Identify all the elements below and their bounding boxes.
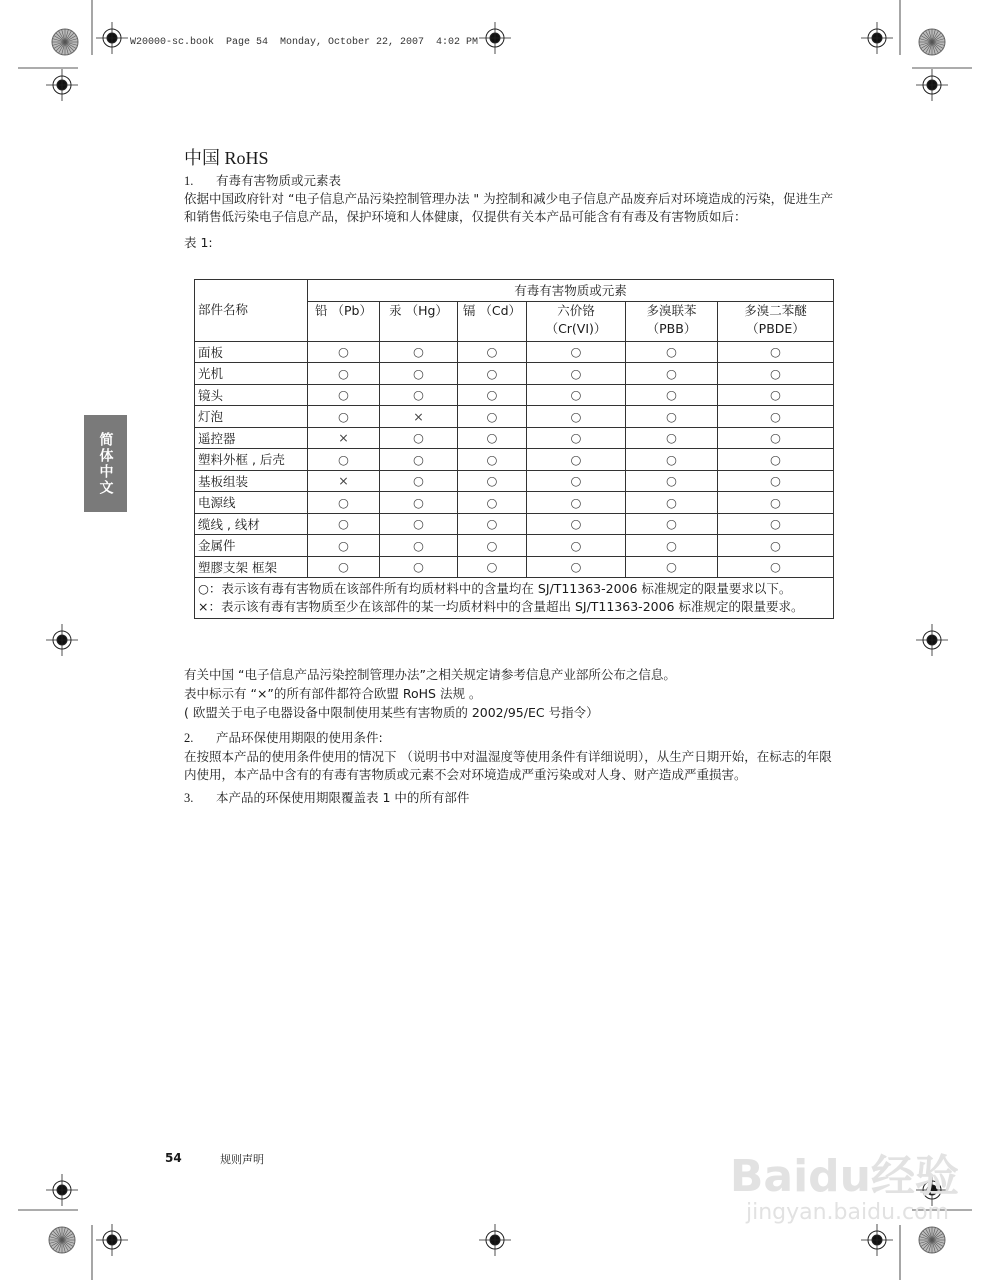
substance-mark: ○ [458, 513, 527, 535]
note-line: ( 欧盟关于电子电器设备中限制使用某些有害物质的 2002/95/EC 号指令） [184, 705, 599, 720]
substance-mark: ○ [527, 449, 626, 471]
column-name: 镉 （Cd） [462, 302, 522, 318]
substance-mark: ○ [626, 556, 718, 578]
substance-mark: ○ [458, 535, 527, 557]
footer-section: 规则声明 [220, 1153, 264, 1166]
substance-mark: ○ [626, 384, 718, 406]
substance-mark: × [380, 406, 458, 428]
baidu-watermark-url: jingyan.baidu.com [745, 1200, 949, 1225]
after-table-notes [184, 665, 834, 808]
substance-mark: ○ [308, 341, 380, 363]
note-cross: ×：表示该有毒有害物质至少在该部件的某一均质材料中的含量超出 SJ/T11363-2006 标准规定的限量要求。 [198, 599, 804, 614]
substance-mark: ○ [458, 449, 527, 471]
substance-mark: ○ [527, 470, 626, 492]
section-2-heading: 产品环保使用期限的使用条件: [216, 730, 383, 745]
hazardous-substances-table [194, 279, 834, 619]
substance-mark: ○ [626, 535, 718, 557]
part-name: 电源线 [195, 492, 308, 514]
substance-mark: ○ [458, 427, 527, 449]
part-name: 塑膠支架 框架 [195, 556, 308, 578]
table-row [195, 556, 834, 578]
substance-mark: ○ [718, 363, 834, 385]
part-name: 遥控器 [195, 427, 308, 449]
column-name: 汞 （Hg） [389, 302, 448, 318]
substance-mark: ○ [626, 427, 718, 449]
section-3-heading: 本产品的环保使用期限覆盖表 1 中的所有部件 [216, 790, 470, 805]
substance-mark: ○ [380, 384, 458, 406]
substance-mark: ○ [718, 406, 834, 428]
table-row [195, 406, 834, 428]
substance-mark: ○ [718, 556, 834, 578]
part-name: 镜头 [195, 384, 308, 406]
column-header [458, 301, 527, 341]
column-name: 六价铬 [557, 302, 595, 318]
substance-mark: ○ [718, 449, 834, 471]
part-name: 灯泡 [195, 406, 308, 428]
substance-mark: ○ [527, 535, 626, 557]
column-header [527, 301, 626, 341]
substance-mark: ○ [458, 363, 527, 385]
table-row [195, 513, 834, 535]
running-head: W20000-sc.book Page 54 Monday, October 22, 2007 4:02 PM [130, 37, 479, 48]
table-row [195, 384, 834, 406]
section-1-number: 1. [184, 174, 194, 188]
column-header [380, 301, 458, 341]
section-1 [184, 172, 834, 252]
column-header [718, 301, 834, 341]
substance-mark: × [308, 470, 380, 492]
page-number: 54 [165, 1151, 182, 1165]
substance-mark: ○ [527, 427, 626, 449]
substance-mark: ○ [308, 449, 380, 471]
substance-mark: ○ [718, 535, 834, 557]
substance-mark: ○ [718, 384, 834, 406]
table-label: 表 1: [184, 235, 213, 250]
substance-mark: ○ [380, 363, 458, 385]
substance-mark: ○ [458, 384, 527, 406]
substance-mark: ○ [718, 341, 834, 363]
substance-mark: ○ [308, 492, 380, 514]
substance-mark: ○ [718, 427, 834, 449]
part-name-header: 部件名称 [195, 280, 308, 342]
substance-mark: ○ [527, 341, 626, 363]
column-name: 铅 （Pb） [315, 302, 372, 318]
section-1-heading: 有毒有害物质或元素表 [216, 173, 342, 188]
column-header [626, 301, 718, 341]
note-line: 有关中国 “电子信息产品污染控制管理办法”之相关规定请参考信息产业部所公布之信息。 [184, 667, 676, 682]
substance-mark: ○ [626, 341, 718, 363]
substance-mark: ○ [380, 470, 458, 492]
substance-mark: ○ [308, 363, 380, 385]
part-name: 面板 [195, 341, 308, 363]
note-line: 表中标示有 “×”的所有部件都符合欧盟 RoHS 法规 。 [184, 686, 482, 701]
language-side-tab: 简体中文 [84, 415, 127, 512]
note-circle: ○：表示该有毒有害物质在该部件所有均质材料中的含量均在 SJ/T11363-2006 标准规定的限量要求以下。 [198, 581, 792, 596]
substance-mark: ○ [380, 513, 458, 535]
part-name: 光机 [195, 363, 308, 385]
substance-mark: ○ [458, 492, 527, 514]
substance-mark: ○ [308, 556, 380, 578]
substance-mark: ○ [626, 492, 718, 514]
part-name: 金属件 [195, 535, 308, 557]
substance-mark: ○ [527, 556, 626, 578]
substance-mark: ○ [308, 406, 380, 428]
substance-mark: ○ [380, 341, 458, 363]
substance-mark: ○ [626, 449, 718, 471]
substance-mark: ○ [527, 513, 626, 535]
table-row [195, 427, 834, 449]
section-1-body: 依据中国政府针对 “电子信息产品污染控制管理办法 " 为控制和减少电子信息产品废弃后对环境造成的污染，促进生产和销售低污染电子信息产品，保护环境和人体健康，仅提供有关本产品可能含有有毒及有害物质如后： [184, 191, 834, 224]
table-row [195, 492, 834, 514]
substance-mark: ○ [626, 470, 718, 492]
substance-mark: ○ [380, 449, 458, 471]
substance-mark: ○ [308, 513, 380, 535]
section-2-number: 2. [184, 731, 194, 745]
substance-mark: ○ [458, 406, 527, 428]
baidu-watermark-logo: Baidu经验 [729, 1151, 959, 1202]
section-2-body: 在按照本产品的使用条件使用的情况下 （说明书中对温湿度等使用条件有详细说明），从生产日期开始，在标志的年限内使用，本产品中含有的有毒有害物质或元素不会对环境造成严重污染或对人身、财产造成严重损害。 [184, 749, 832, 782]
table-row [195, 449, 834, 471]
column-sub: （Cr(VI)） [545, 320, 607, 336]
column-name: 多溴二苯醚 [744, 302, 807, 318]
substance-mark: ○ [458, 470, 527, 492]
substances-group-header: 有毒有害物质或元素 [308, 280, 834, 302]
substance-mark: ○ [626, 513, 718, 535]
section-3-number: 3. [184, 791, 194, 805]
substance-mark: ○ [527, 363, 626, 385]
table-row [195, 341, 834, 363]
column-sub: （PBB） [646, 320, 697, 336]
substance-mark: ○ [308, 535, 380, 557]
table-row [195, 535, 834, 557]
table-row [195, 470, 834, 492]
substance-mark: ○ [527, 406, 626, 428]
part-name: 塑料外框 , 后壳 [195, 449, 308, 471]
part-name: 基板组装 [195, 470, 308, 492]
substance-mark: ○ [527, 492, 626, 514]
part-name: 缆线 , 线材 [195, 513, 308, 535]
substance-mark: × [308, 427, 380, 449]
substance-mark: ○ [718, 513, 834, 535]
page-title: 中国 RoHS [184, 148, 269, 168]
substance-mark: ○ [380, 535, 458, 557]
column-header [308, 301, 380, 341]
substance-mark: ○ [458, 341, 527, 363]
table-row [195, 363, 834, 385]
column-sub: （PBDE） [746, 320, 805, 336]
substance-mark: ○ [626, 406, 718, 428]
substance-mark: ○ [527, 384, 626, 406]
substance-mark: ○ [718, 470, 834, 492]
substance-mark: ○ [380, 556, 458, 578]
substance-mark: ○ [380, 492, 458, 514]
substance-mark: ○ [308, 384, 380, 406]
substance-mark: ○ [458, 556, 527, 578]
substance-mark: ○ [626, 363, 718, 385]
substance-mark: ○ [380, 427, 458, 449]
column-name: 多溴联苯 [646, 302, 697, 318]
substance-mark: ○ [718, 492, 834, 514]
